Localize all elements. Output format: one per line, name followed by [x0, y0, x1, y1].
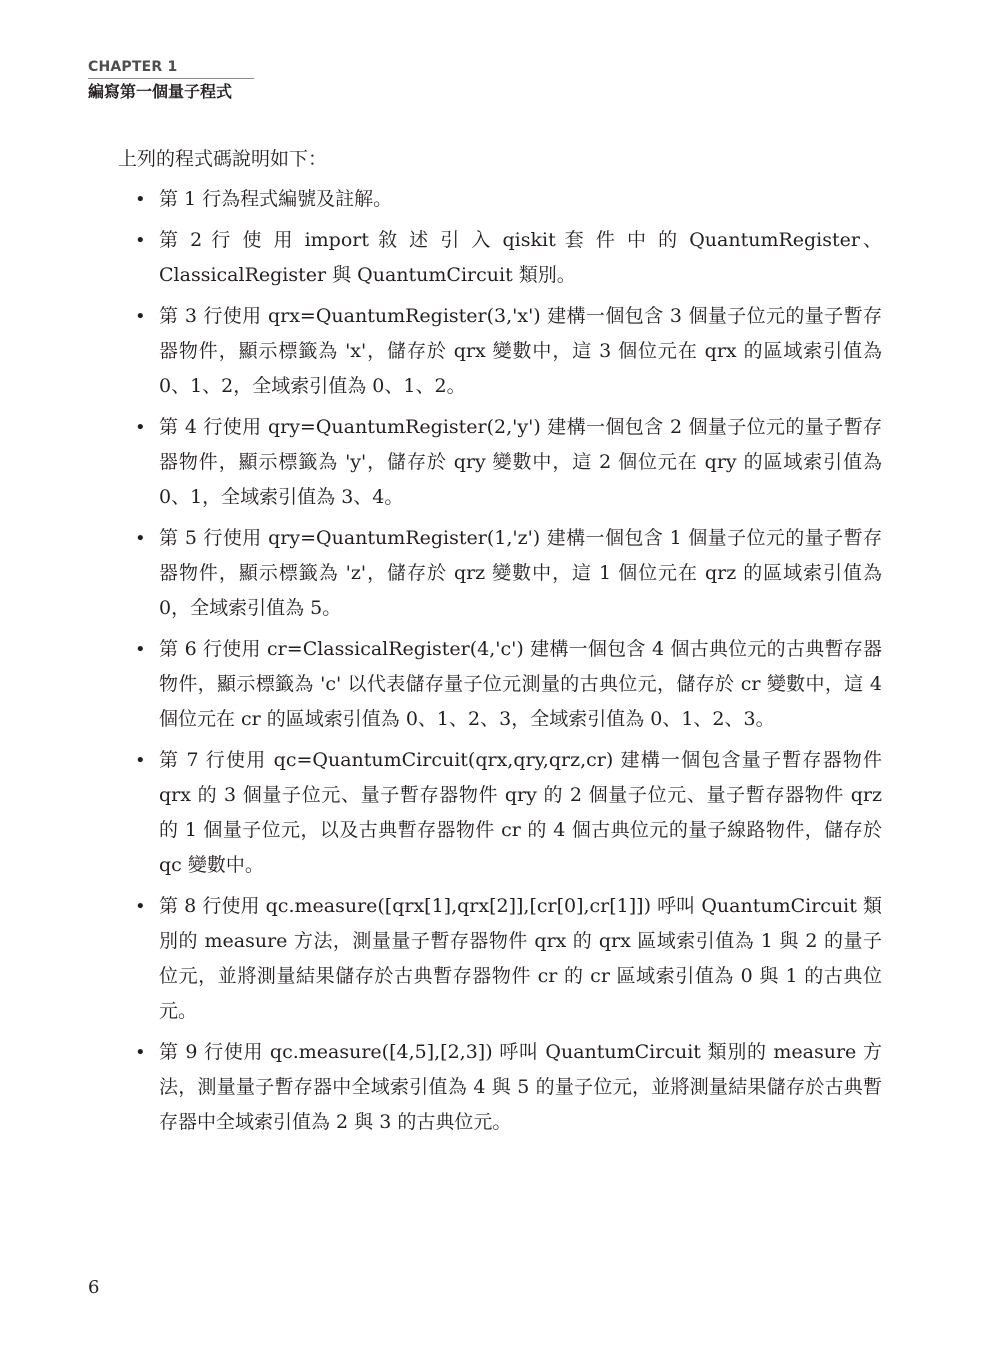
- list-item: [118, 182, 882, 217]
- list-item: [118, 1035, 882, 1140]
- list-item-text: 第 8 行使用 qc.measure([qrx[1],qrx[2]],[cr[0],cr[1]]) 呼叫 QuantumCircuit 類別的 measure 方法，測量量子暫存器物件 qrx 的 qrx 區域索引值為 1 與 2 的量子位元，並將測量結果儲存於古典暫存器物件 cr 的 cr 區域索引值為 0 與 1 的古典位元。: [159, 895, 882, 1022]
- list-item-text: 第 7 行使用 qc=QuantumCircuit(qrx,qry,qrz,cr) 建構一個包含量子暫存器物件 qrx 的 3 個量子位元、量子暫存器物件 qry 的 2 個量子位元、量子暫存器物件 qrz 的 1 個量子位元，以及古典暫存器物件 cr 的 4 個古典位元的量子線路物件，儲存於 qc 變數中。: [159, 749, 882, 876]
- page-number: 6: [88, 1277, 100, 1298]
- bullet-icon: •: [135, 417, 146, 438]
- bullet-icon: •: [135, 750, 146, 771]
- chapter-label: CHAPTER 1: [88, 59, 178, 75]
- header-rule: [88, 78, 254, 79]
- bullet-icon: •: [135, 1042, 146, 1063]
- intro-paragraph: 上列的程式碼說明如下：: [118, 148, 328, 170]
- list-item-text: 第 3 行使用 qrx=QuantumRegister(3,'x') 建構一個包含 3 個量子位元的量子暫存器物件，顯示標籤為 'x'，儲存於 qrx 變數中，這 3 個位元在 qrx 的區域索引值為 0、1、2，全域索引值為 0、1、2。: [159, 305, 882, 397]
- list-item: [118, 889, 882, 1029]
- list-item-text: 第 2 行 使 用 import 敘 述 引 入 qiskit 套 件 中 的 QuantumRegister、ClassicalRegister 與 QuantumCircuit 類別。: [159, 229, 882, 286]
- list-item: [118, 743, 882, 883]
- list-item: [118, 299, 882, 404]
- body-content: [118, 142, 882, 1146]
- list-item: [118, 223, 882, 293]
- bullet-icon: •: [135, 306, 146, 327]
- bullet-icon: •: [135, 896, 146, 917]
- list-item-text: 第 5 行使用 qry=QuantumRegister(1,'z') 建構一個包含 1 個量子位元的量子暫存器物件，顯示標籤為 'z'，儲存於 qrz 變數中，這 1 個位元在 qrz 的區域索引值為 0，全域索引值為 5。: [159, 527, 882, 619]
- list-item-text: 第 4 行使用 qry=QuantumRegister(2,'y') 建構一個包含 2 個量子位元的量子暫存器物件，顯示標籤為 'y'，儲存於 qry 變數中，這 2 個位元在 qry 的區域索引值為 0、1，全域索引值為 3、4。: [159, 416, 882, 508]
- list-item: [118, 632, 882, 737]
- list-item-text: 第 6 行使用 cr=ClassicalRegister(4,'c') 建構一個包含 4 個古典位元的古典暫存器物件，顯示標籤為 'c' 以代表儲存量子位元測量的古典位元，儲存於 cr 變數中，這 4 個位元在 cr 的區域索引值為 0、1、2、3，全域索引值為 0、1、2、3。: [159, 638, 882, 730]
- running-header: [88, 58, 254, 103]
- bullet-icon: •: [135, 189, 146, 210]
- list-item-text: 第 1 行為程式編號及註解。: [159, 188, 393, 210]
- list-item: [118, 410, 882, 515]
- bullet-icon: •: [135, 230, 146, 251]
- bullet-icon: •: [135, 528, 146, 549]
- explanation-list: [118, 182, 882, 1140]
- bullet-icon: •: [135, 639, 146, 660]
- chapter-title: 編寫第一個量子程式: [88, 82, 233, 101]
- list-item-text: 第 9 行使用 qc.measure([4,5],[2,3]) 呼叫 QuantumCircuit 類別的 measure 方法，測量量子暫存器中全域索引值為 4 與 5 的量子位元，並將測量結果儲存於古典暫存器中全域索引值為 2 與 3 的古典位元。: [159, 1041, 882, 1133]
- list-item: [118, 521, 882, 626]
